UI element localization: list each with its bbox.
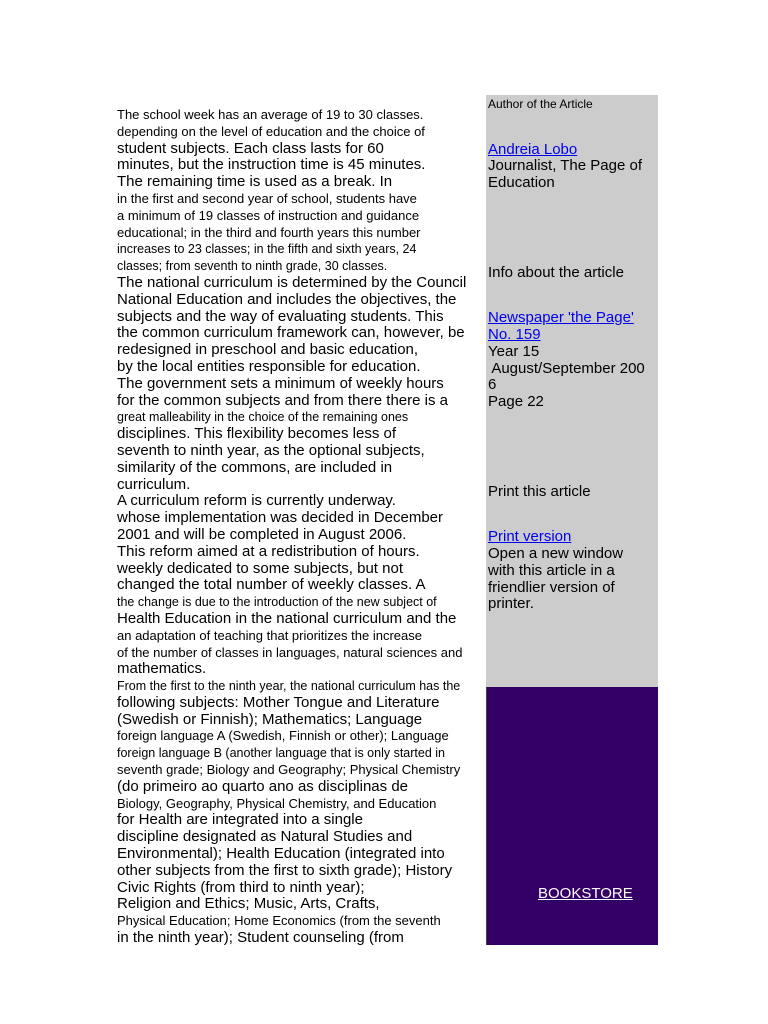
author-heading: Author of the Article bbox=[488, 97, 593, 111]
article-line: student subjects. Each class lasts for 60 bbox=[117, 139, 384, 157]
article-line: The remaining time is used as a break. In bbox=[117, 173, 393, 191]
print-heading: Print this article bbox=[488, 483, 591, 500]
issue-date-line-2: 6 bbox=[488, 376, 497, 393]
issue-date-line-1: August/September 200 bbox=[488, 360, 645, 377]
author-role-line-2: Education bbox=[488, 174, 555, 191]
article-line: Religion and Ethics; Music, Arts, Crafts, bbox=[117, 895, 380, 913]
article-line: minutes, but the instruction time is 45 minutes. bbox=[117, 156, 426, 174]
info-heading: Info about the article bbox=[488, 264, 624, 281]
article-line: foreign language B (another language that is only started in bbox=[117, 746, 446, 761]
article-line: other subjects from the first to sixth grade); History bbox=[117, 861, 453, 879]
author-name-link[interactable]: Andreia Lobo bbox=[488, 141, 578, 158]
article-line: great malleability in the choice of the remaining ones bbox=[117, 410, 409, 425]
article-line: changed the total number of weekly classes. A bbox=[117, 576, 426, 594]
print-desc-line-3: friendlier version of bbox=[488, 579, 615, 596]
issue-year: Year 15 bbox=[488, 343, 540, 360]
article-line: in the ninth year); Student counseling (from bbox=[117, 929, 404, 947]
bookstore-banner bbox=[486, 687, 658, 945]
article-line: for Health are integrated into a single bbox=[117, 811, 363, 829]
newspaper-link[interactable]: Newspaper 'the Page' bbox=[488, 309, 634, 326]
author-role-line-1: Journalist, The Page of bbox=[488, 157, 642, 174]
article-line: National Education and includes the objectives, the bbox=[117, 290, 457, 308]
article-line: of the number of classes in languages, natural sciences and bbox=[117, 644, 463, 660]
article-line: Biology, Geography, Physical Chemistry, and Education bbox=[117, 795, 437, 811]
article-line: seventh grade; Biology and Geography; Physical Chemistry bbox=[117, 762, 461, 778]
article-line: From the first to the ninth year, the national curriculum has the bbox=[117, 679, 461, 694]
article-line: subjects and the way of evaluating students. This bbox=[117, 307, 444, 325]
article-line: The school week has an average of 19 to 30 classes. bbox=[117, 107, 424, 122]
article-line: (do primeiro ao quarto ano as disciplinas de bbox=[117, 777, 408, 795]
issue-link[interactable]: No. 159 bbox=[488, 326, 541, 343]
article-line: educational; in the third and fourth years this number bbox=[117, 224, 421, 240]
article-line: whose implementation was decided in December bbox=[117, 509, 444, 527]
article-line: a minimum of 19 classes of instruction and guidance bbox=[117, 207, 420, 223]
issue-page: Page 22 bbox=[488, 393, 544, 410]
article-line: foreign language A (Swedish, Finnish or other); Language bbox=[117, 728, 449, 744]
print-desc-line-2: with this article in a bbox=[488, 562, 615, 579]
article-line: Environmental); Health Education (integrated into bbox=[117, 845, 445, 863]
article-line: This reform aimed at a redistribution of hours. bbox=[117, 542, 420, 560]
article-line: 2001 and will be completed in August 2006. bbox=[117, 525, 407, 543]
article-line: the common curriculum framework can, however, be bbox=[117, 324, 465, 342]
bookstore-link[interactable]: BOOKSTORE bbox=[538, 885, 633, 902]
article-line: following subjects: Mother Tongue and Literature bbox=[117, 693, 440, 711]
article-line: redesigned in preschool and basic education, bbox=[117, 341, 419, 359]
article-sidebar bbox=[486, 95, 658, 687]
article-line: weekly dedicated to some subjects, but not bbox=[117, 559, 403, 577]
article-line: Civic Rights (from third to ninth year); bbox=[117, 878, 365, 896]
article-line: Physical Education; Home Economics (from the seventh bbox=[117, 913, 441, 929]
article-body bbox=[117, 107, 485, 947]
article-line: similarity of the commons, are included in bbox=[117, 458, 393, 476]
article-line: by the local entities responsible for education. bbox=[117, 357, 421, 375]
article-line: depending on the level of education and the choice of bbox=[117, 123, 425, 139]
print-desc-line-1: Open a new window bbox=[488, 545, 624, 562]
article-line: an adaptation of teaching that prioritizes the increase bbox=[117, 627, 422, 643]
article-line: increases to 23 classes; in the fifth and sixth years, 24 bbox=[117, 242, 417, 257]
article-line: disciplines. This flexibility becomes less of bbox=[117, 425, 397, 443]
article-line: The government sets a minimum of weekly hours bbox=[117, 374, 444, 392]
article-line: mathematics. bbox=[117, 660, 207, 678]
article-line: A curriculum reform is currently underway. bbox=[117, 492, 396, 510]
article-line: discipline designated as Natural Studies and bbox=[117, 828, 413, 846]
article-line: (Swedish or Finnish); Mathematics; Language bbox=[117, 710, 423, 728]
article-line: Health Education in the national curriculum and the bbox=[117, 609, 457, 627]
article-line: The national curriculum is determined by the Council bbox=[117, 273, 467, 291]
article-line: the change is due to the introduction of the new subject of bbox=[117, 595, 437, 610]
article-line: curriculum. bbox=[117, 475, 191, 493]
article-line: in the first and second year of school, students have bbox=[117, 190, 417, 206]
print-desc-line-4: printer. bbox=[488, 595, 534, 612]
article-line: seventh to ninth year, as the optional subjects, bbox=[117, 441, 425, 459]
print-version-link[interactable]: Print version bbox=[488, 528, 572, 545]
article-line: for the common subjects and from there there is a bbox=[117, 391, 448, 409]
article-line: classes; from seventh to ninth grade, 30 classes. bbox=[117, 259, 388, 274]
